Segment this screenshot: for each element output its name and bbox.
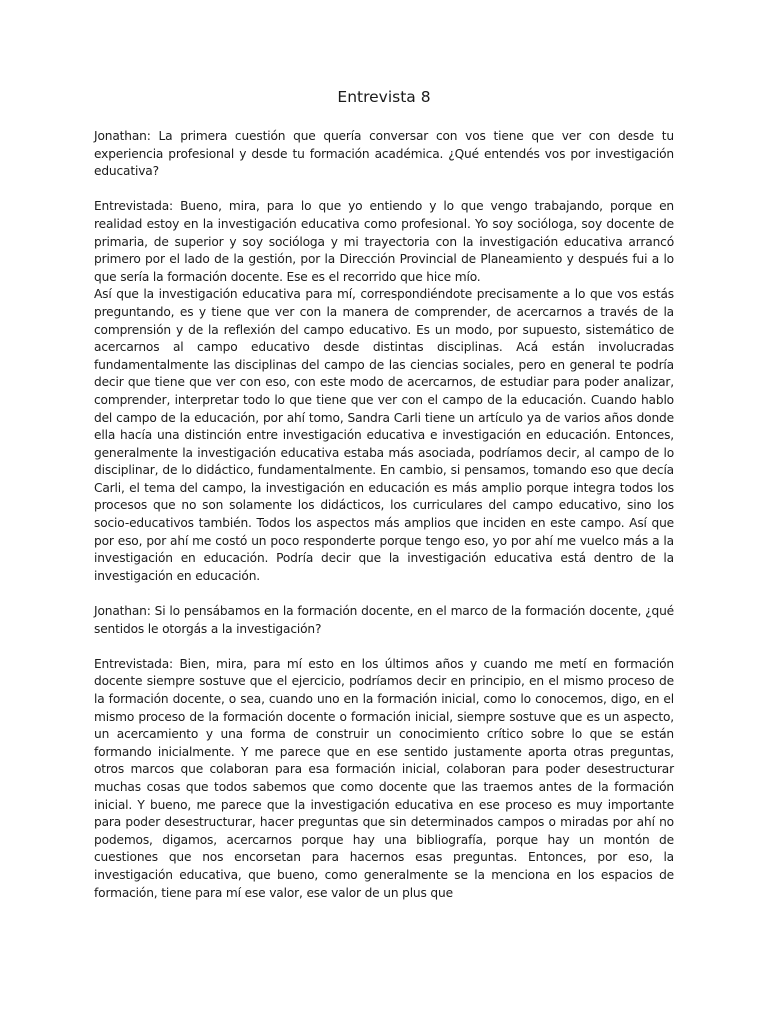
paragraph-answer-2: Entrevistada: Bien, mira, para mí esto en los últimos años y cuando me metí en formación docente siempre sostuve que el ejercicio, podríamos decir en principio, en el mismo proceso de la formación docente, o sea, cuando uno en la formación inicial, como lo conocemos, digo, en el mismo proceso de la formación docente o formación inicial, siempre sostuve que es un aspecto, un acercamiento y una forma de construir un conocimiento crítico sobre lo que se están formando inicialmente. Y me parece que en ese sentido justamente aporta otras preguntas, otros marcos que colaboran para esa formación inicial, colaboran para poder desestructurar muchas cosas que todos sabemos que como docente que las traemos antes de la formación inicial. Y bueno, me parece que la investigación educativa en ese proceso es muy importante para poder desestructurar, hacer preguntas que sin determinados campos o miradas por ahí no podemos, digamos, acercarnos porque hay una bibliografía, porque hay un montón de cuestiones que nos encorsetan para hacernos esas preguntas. Entonces, por eso, la investigación educativa, que bueno, como generalmente se la menciona en los espacios de formación, tiene para mí ese valor, ese valor de un plus que: [94, 656, 674, 900]
paragraph-answer-1-continued: Así que la investigación educativa para mí, correspondiéndote precisamente a lo que vos estás preguntando, es y tiene que ver con la manera de comprender, de acercarnos a través de la comprensión y de la reflexión del campo educativo. Es un modo, por supuesto, sistemático de acercarnos al campo educativo desde distintas disciplinas. Acá están involucradas fundamentalmente las disciplinas del campo de las ciencias sociales, pero en general te podría decir que tiene que ver con eso, con este modo de acercarnos, de estudiar para poder analizar, comprender, interpretar todo lo que tiene que ver con el campo de la educación. Cuando hablo del campo de la educación, por ahí tomo, Sandra Carli tiene un artículo ya de varios años donde ella hacía una distinción entre investigación educativa e investigación en educación. Entonces, generalmente la investigación educativa estaba más asociada, podríamos decir, al campo de lo disciplinar, de lo didáctico, fundamentalmente. En cambio, si pensamos, tomando eso que decía Carli, el tema del campo, la investigación en educación es más amplio porque integra todos los procesos que no son solamente los didácticos, los curriculares del campo educativo, sino los socio-educativos también. Todos los aspectos más amplios que inciden en este campo. Así que por eso, por ahí me costó un poco responderte porque tengo eso, yo por ahí me vuelco más a la investigación en educación. Podría decir que la investigación educativa está dentro de la investigación en educación.: [94, 287, 674, 583]
paragraph-question-2: Jonathan: Si lo pensábamos en la formación docente, en el marco de la formación docente, ¿qué sentidos le otorgás a la investigación?: [94, 604, 674, 636]
paragraph-question-1: Jonathan: La primera cuestión que quería conversar con vos tiene que ver con desde tu experiencia profesional y desde tu formación académica. ¿Qué entendés vos por investigación educativa?: [94, 129, 674, 179]
paragraph-answer-1: Entrevistada: Bueno, mira, para lo que yo entiendo y lo que vengo trabajando, porque en realidad estoy en la investigación educativa como profesional. Yo soy socióloga, soy docente de primaria, de superior y soy socióloga y mi trayectoria con la investigación educativa arrancó primero por el lado de la gestión, por la Dirección Provincial de Planeamiento y después fui a lo que sería la formación docente. Ese es el recorrido que hice mío.: [94, 199, 674, 284]
document-title: Entrevista 8: [337, 88, 431, 106]
document-body: [94, 128, 674, 902]
